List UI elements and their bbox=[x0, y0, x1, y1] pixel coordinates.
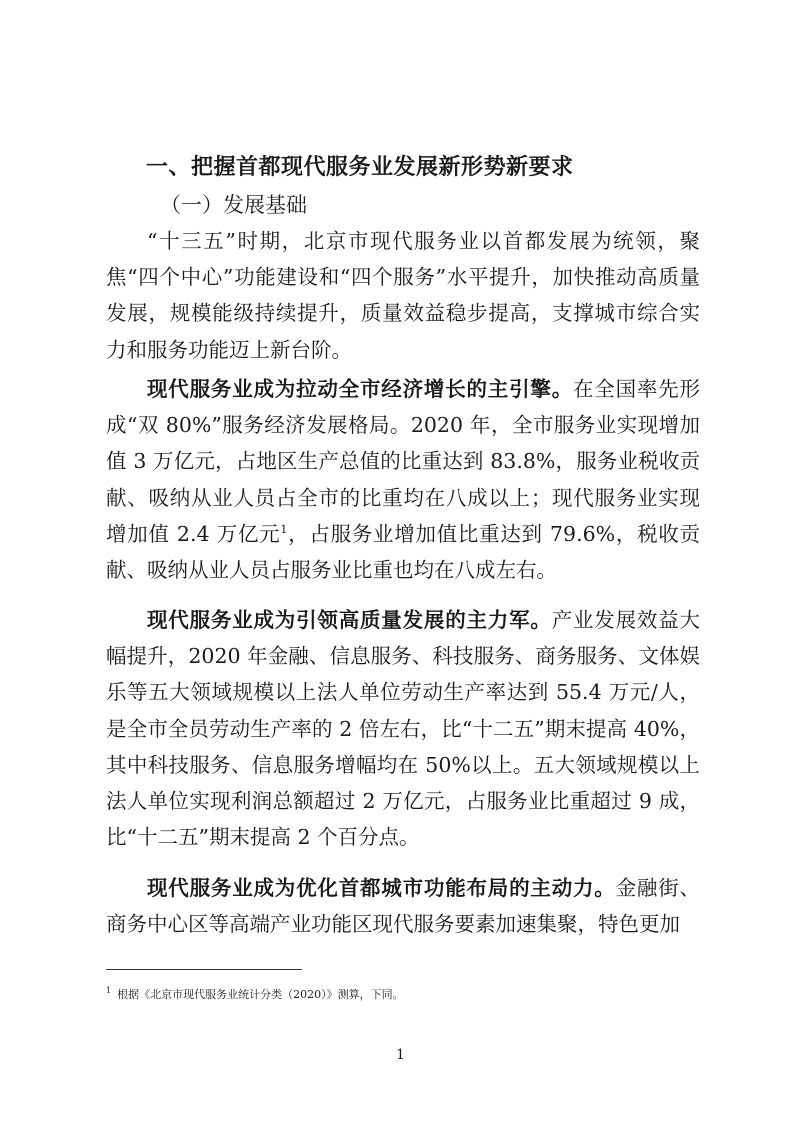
paragraph-2-text: 在全国率先形成“双 80%”服务经济发展格局。2020 年，全市服务业实现增加值 3 万亿元，占地区生产总值的比重达到 83.8%，服务业税收贡献、吸纳从业人员占全市的比重均在八成以上；现代服务业实现增加值 2.4 万亿元 bbox=[106, 377, 700, 546]
paragraph-1 bbox=[106, 223, 700, 368]
footnote bbox=[106, 986, 404, 1002]
paragraph-2 bbox=[106, 371, 700, 588]
paragraph-4-lead: 现代服务业成为优化首都城市功能布局的主动力。 bbox=[147, 876, 616, 900]
paragraph-2-lead: 现代服务业成为拉动全市经济增长的主引擎。 bbox=[147, 377, 573, 401]
paragraph-2-text-after: ，占服务业增加值比重达到 79.6%，税收贡献、吸纳从业人员占服务业比重也均在八成左右。 bbox=[106, 521, 701, 583]
paragraph-3-lead: 现代服务业成为引领高质量发展的主力军。 bbox=[147, 608, 552, 632]
section-heading: 一、把握首都现代服务业发展新形势新要求 bbox=[146, 155, 574, 180]
footnote-mark: 1 bbox=[106, 986, 112, 996]
footnote-reference: 1 bbox=[280, 522, 288, 536]
page-number: 1 bbox=[396, 1047, 405, 1063]
subsection-heading: （一）发展基础 bbox=[160, 193, 307, 217]
footnote-text: 根据《北京市现代服务业统计分类（2020）》测算，下同。 bbox=[117, 988, 404, 1001]
paragraph-4-text: 金融街、商务中心区等高端产业功能区现代服务要素加速集聚，特色更加 bbox=[106, 876, 701, 937]
paragraph-4 bbox=[106, 870, 700, 942]
paragraph-3-text: 产业发展效益大幅提升，2020 年金融、信息服务、科技服务、商务服务、文体娱乐等五大领域规模以上法人单位劳动生产率达到 55.4 万元/人，是全市全员劳动生产率的 2 倍左右，比“十二五”期末提高 40%，其中科技服务、信息服务增幅均在 50%以上。五大领域规模以上法人单位实现利润总额超过 2 万亿元，占服务业比重超过 9 成，比“十二五”期末提高 2 个百分点。 bbox=[106, 608, 701, 850]
paragraph-1-text: “十三五”时期，北京市现代服务业以首都发展为统领，聚焦“四个中心”功能建设和“四个服务”水平提升，加快推动高质量发展，规模能级持续提升，质量效益稳步提高，支撑城市综合实力和服务功能迈上新台阶。 bbox=[106, 229, 700, 362]
footnote-divider bbox=[106, 969, 302, 970]
paragraph-3 bbox=[106, 602, 700, 855]
